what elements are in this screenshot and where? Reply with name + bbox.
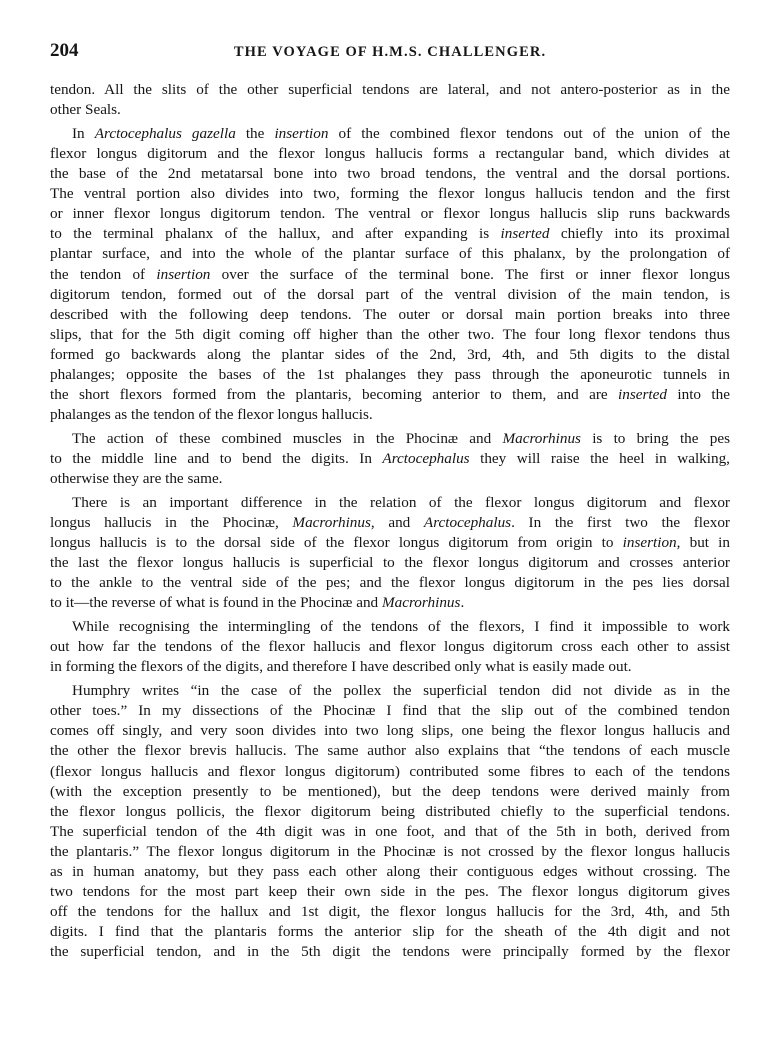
text-line: Humphry writes “in the case of the pollex the superficial tendon did not divide as in the <box>72 682 730 700</box>
paragraph-5 <box>50 617 730 677</box>
text-line: or inner flexor longus digitorum tendon. The ventral or flexor longus hallucis slip runs backwards <box>50 205 730 223</box>
page-number: 204 <box>50 40 79 61</box>
text-line: to it—the reverse of what is found in the Phocinæ and Macrorhinus. <box>50 594 465 612</box>
text-line: plantar surface, and into the whole of the plantar surface of this phalanx, by the prolongation of <box>50 245 730 263</box>
text-line: the plantaris.” The flexor longus digitorum in the Phocinæ is not crossed by the flexor longus hallucis <box>50 842 730 860</box>
text-line: In Arctocephalus gazella the insertion of the combined flexor tendons out of the union of the <box>72 124 730 142</box>
text-line: (with the exception presently to be mentioned), but the deep tendons were derived mainly from <box>50 782 730 800</box>
text-line: in forming the flexors of the digits, and therefore I have described only what is easily made out. <box>50 658 632 676</box>
text-line: slips, that for the 5th digit coming off higher than the other two. The four long flexor tendons thus <box>50 325 730 343</box>
text-line: (flexor longus hallucis and flexor longus digitorum) contributed some fibres to each of the tendons <box>50 762 730 780</box>
text-line: other Seals. <box>50 101 121 119</box>
text-line: tendon. All the slits of the other superficial tendons are lateral, and not antero-posterior as in the <box>50 81 730 98</box>
text-line: phalanges as the tendon of the flexor longus hallucis. <box>50 406 373 424</box>
text-line: out how far the tendons of the flexor hallucis and flexor longus digitorum cross each other to assist <box>50 638 730 656</box>
text-line: phalanges; opposite the bases of the 1st phalanges they pass through the aponeurotic tunnels in <box>50 366 730 383</box>
text-line: the short flexors formed from the plantaris, becoming anterior to them, and are inserted into the <box>50 386 730 404</box>
text-line: to the middle line and to bend the digits. In Arctocephalus they will raise the heel in walking, <box>50 450 730 468</box>
text-line: longus hallucis in the Phocinæ, Macrorhinus, and Arctocephalus. In the first two the flexor <box>50 514 730 532</box>
running-title: THE VOYAGE OF H.M.S. CHALLENGER. <box>233 44 547 60</box>
text-line: other toes.” In my dissections of the Phocinæ I find that the slip out of the combined tendon <box>50 702 730 720</box>
text-line: The superficial tendon of the 4th digit was in one foot, and that of the 5th in both, derived from <box>50 822 730 840</box>
running-header <box>50 40 730 66</box>
text-line: The action of these combined muscles in the Phocinæ and Macrorhinus is to bring the pes <box>72 429 730 447</box>
paragraph-1 <box>50 80 730 120</box>
page <box>50 40 730 966</box>
text-line: digitorum tendon, formed out of the dorsal part of the ventral division of the main tendon, is <box>50 285 730 303</box>
text-line: otherwise they are the same. <box>50 470 223 488</box>
text-line: There is an important difference in the relation of the flexor longus digitorum and flexor <box>72 493 730 511</box>
text-line: the other the flexor brevis hallucis. The same author also explains that “the tendons of each muscle <box>50 742 730 760</box>
text-line: to the ankle to the ventral side of the pes; and the flexor longus digitorum in the pes lies dorsal <box>50 574 730 592</box>
paragraph-2 <box>50 124 730 425</box>
paragraph-6 <box>50 681 730 962</box>
text-line: flexor longus digitorum and the flexor longus hallucis forms a rectangular band, which divides at <box>50 144 730 162</box>
text-line: the superficial tendon, and in the 5th digit the tendons were principally formed by the flexor <box>50 943 730 961</box>
paragraph-4 <box>50 493 730 614</box>
text-line: While recognising the intermingling of the tendons of the flexors, I find it impossible to work <box>72 618 730 636</box>
text-line: digits. I find that the plantaris forms the anterior slip for the sheath of the 4th digit and not <box>50 923 730 941</box>
text-line: described with the following deep tendons. The outer or dorsal main portion breaks into three <box>50 305 730 323</box>
text-line: the base of the 2nd metatarsal bone into two broad tendons, the ventral and the dorsal portions. <box>50 165 730 183</box>
text-line: the last the flexor longus hallucis is superficial to the flexor longus digitorum and crosses anterior <box>50 554 730 572</box>
text-line: the flexor longus pollicis, the flexor digitorum being distributed chiefly to the superficial tendons. <box>50 802 730 820</box>
text-line: as in human anatomy, but they pass each other along their contiguous edges without crossing. The <box>50 863 730 880</box>
text-line: off the tendons for the hallux and 1st digit, the flexor longus hallucis for the 3rd, 4th, and 5th <box>50 903 730 921</box>
text-line: formed go backwards along the plantar sides of the 2nd, 3rd, 4th, and 5th digits to the distal <box>50 345 730 363</box>
text-line: the tendon of insertion over the surface of the terminal bone. The first or inner flexor longus <box>50 265 730 283</box>
paragraph-3 <box>50 429 730 489</box>
text-line: longus hallucis is to the dorsal side of the flexor longus digitorum from origin to insertion, but in <box>50 534 730 552</box>
text-line: two tendons for the most part keep their own side in the pes. The flexor longus digitorum gives <box>50 883 730 901</box>
text-line: to the terminal phalanx of the hallux, and after expanding is inserted chiefly into its proximal <box>50 225 730 243</box>
text-line: The ventral portion also divides into two, forming the flexor longus hallucis tendon and the first <box>50 185 730 203</box>
text-line: comes off singly, and very soon divides into two long slips, one being the flexor longus hallucis and <box>50 722 730 740</box>
